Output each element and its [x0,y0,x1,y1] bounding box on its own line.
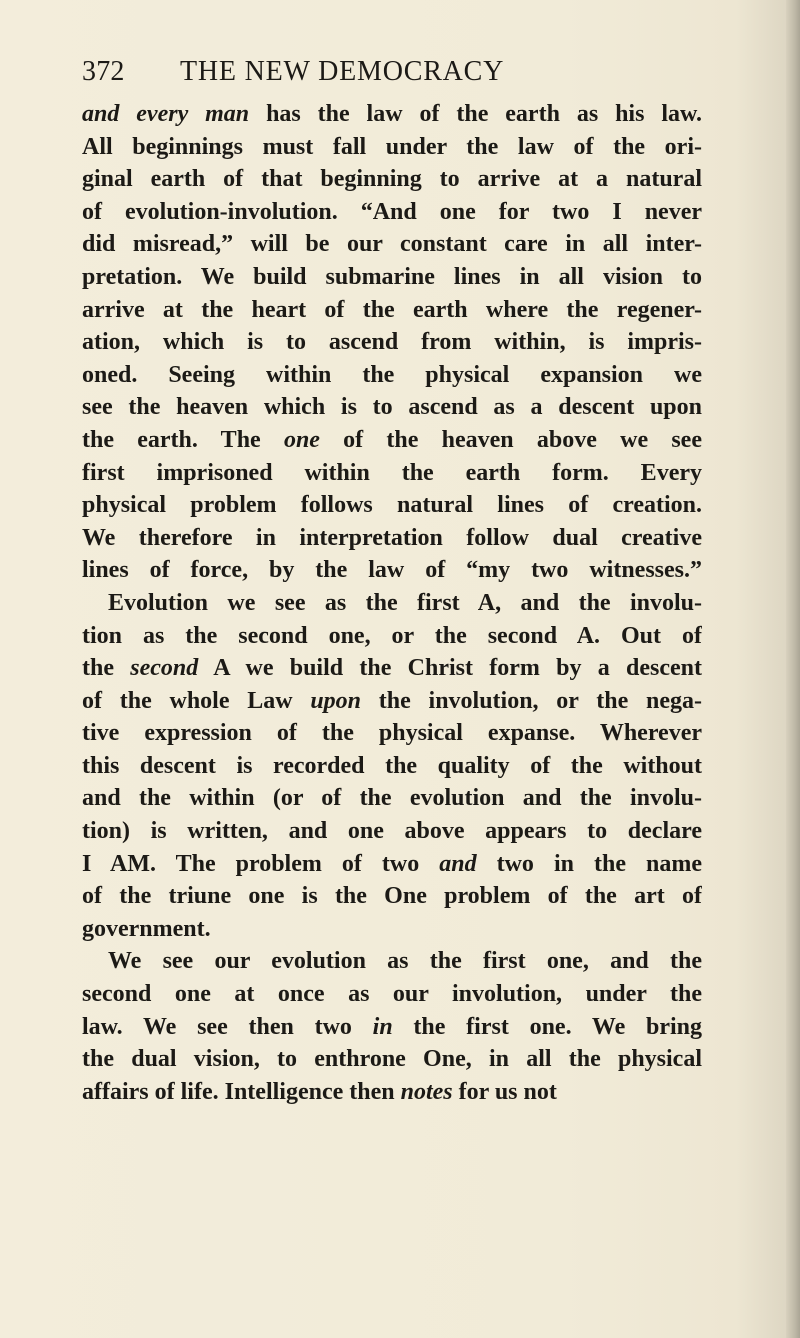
text-line: We see our evolution as the first one, and the [108,948,702,975]
page-header [82,56,702,92]
text-line: ginal earth of that beginning to arrive at a natural [82,166,702,193]
text-line: this descent is recorded the quality of the without [82,752,702,779]
running-title: THE NEW DEMOCRACY [180,56,505,87]
text-line: All beginnings must fall under the law of the ori- [82,133,702,160]
text-line: second one at once as our involution, under the [82,981,702,1008]
text-line: lines of force, by the law of “my two witnesses.” [82,557,702,584]
text-line: see the heaven which is to ascend as a descent upon [82,394,702,421]
text-line: tion as the second one, or the second A. Out of [82,622,702,649]
text-line: oned. Seeing within the physical expansion we [82,361,702,388]
text-line: of the triune one is the One problem of the art of [82,883,702,910]
text-line: of the whole Law upon the involution, or the nega- [82,687,702,714]
text-line: of evolution-involution. “And one for two I never [82,198,702,225]
text-line: Evolution we see as the first A, and the involu- [108,589,702,616]
text-line: law. We see then two in the first one. We bring [82,1013,702,1040]
text-line: tion) is written, and one above appears to declare [82,818,702,845]
text-line: first imprisoned within the earth form. Every [82,459,702,486]
text-line: I AM. The problem of two and two in the name [82,850,702,877]
text-line: We therefore in interpretation follow dual creative [82,524,702,551]
text-line: and every man has the law of the earth as his law. [82,101,702,127]
text-line: the dual vision, to enthrone One, in all the physical [82,1046,702,1073]
text-line: and the within (or of the evolution and the involu- [82,785,702,812]
text-line: government. [82,915,211,942]
body-text [82,98,702,1108]
text-line: physical problem follows natural lines of creation. [82,492,702,519]
text-line: ation, which is to ascend from within, is impris- [82,329,702,356]
page-edge-shadow [786,0,800,1338]
text-line: did misread,” will be our constant care in all inter- [82,231,702,258]
page-number: 372 [82,56,125,87]
text-line: tive expression of the physical expanse. Wherever [82,720,702,747]
text-line: pretation. We build submarine lines in all vision to [82,263,702,290]
text-line: affairs of life. Intelligence then notes for us not [82,1078,557,1105]
text-line: arrive at the heart of the earth where the regener- [82,296,702,323]
text-line: the earth. The one of the heaven above we see [82,426,702,453]
text-line: the second A we build the Christ form by a descent [82,655,702,682]
